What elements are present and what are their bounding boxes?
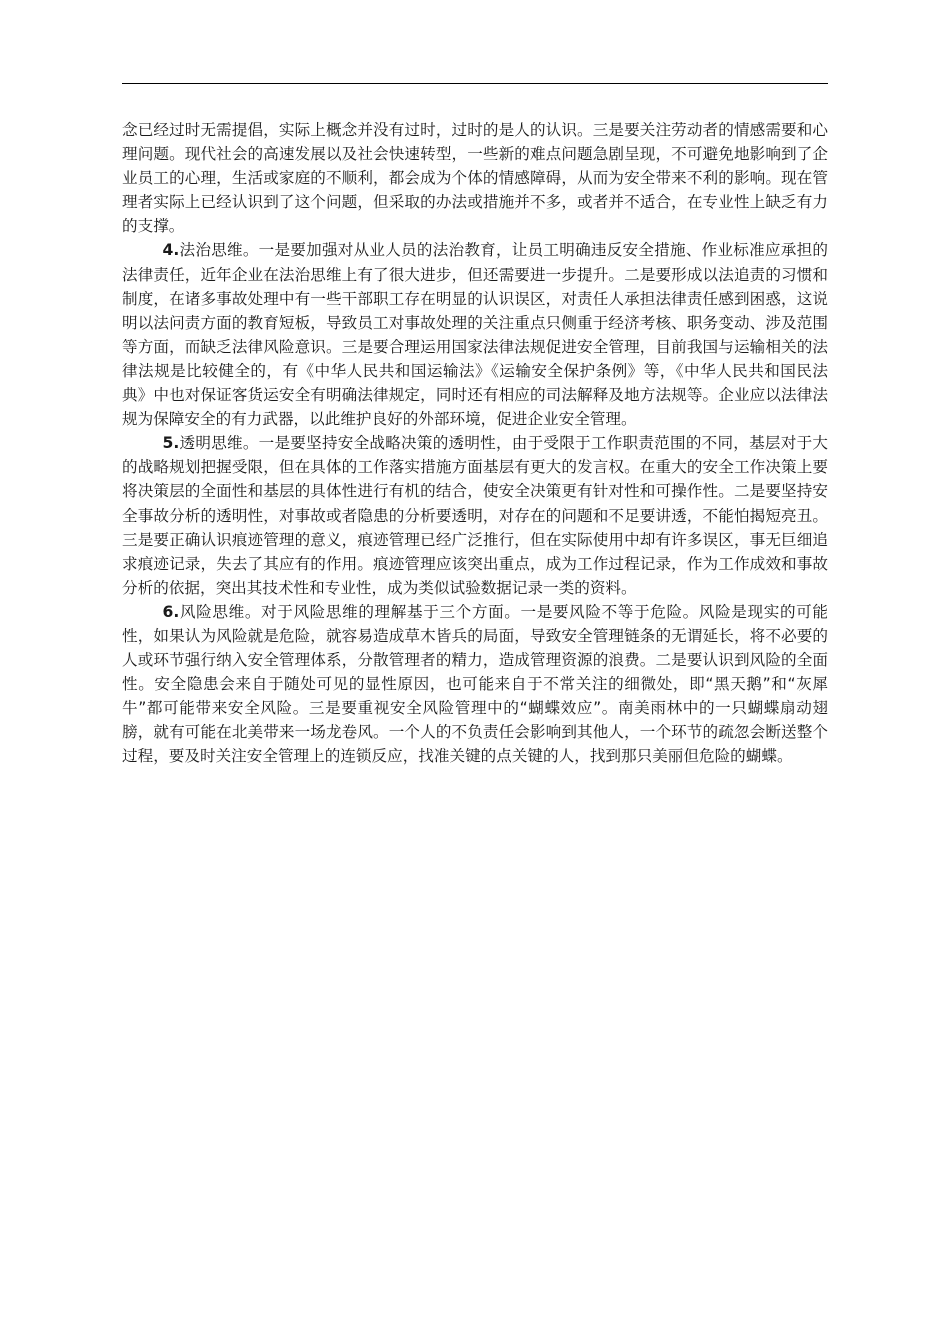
paragraph-number: 4. — [162, 241, 180, 260]
document-body — [122, 118, 828, 769]
paragraph-text: 透明思维。一是要坚持安全战略决策的透明性，由于受限于工作职责范围的不同，基层对于大的战略规划把握受限，但在具体的工作落实措施方面基层有更大的发言权。在重大的安全工作决策上要将决策层的全面性和基层的具体性进行有机的结合，使安全决策更有针对性和可操作性。二是要坚持安全事故分析的透明性，对事故或者隐患的分析要透明，对存在的问题和不足要讲透，不能怕揭短亮丑。三是要正确认识痕迹管理的意义，痕迹管理已经广泛推行，但在实际使用中却有许多误区，事无巨细追求痕迹记录，失去了其应有的作用。痕迹管理应该突出重点，成为工作过程记录，作为工作成效和事故分析的依据，突出其技术性和专业性，成为类似试验数据记录一类的资料。 — [122, 434, 828, 597]
paragraph-text: 念已经过时无需提倡，实际上概念并没有过时，过时的是人的认识。三是要关注劳动者的情感需要和心理问题。现代社会的高速发展以及社会快速转型，一些新的难点问题急剧呈现，不可避免地影响到了企业员工的心理，生活或家庭的不顺利，都会成为个体的情感障碍，从而为安全带来不利的影响。现在管理者实际上已经认识到了这个问题，但采取的办法或措施并不多，或者并不适合，在专业性上缺乏有力的支撑。 — [122, 121, 828, 236]
paragraph-continuation — [122, 118, 828, 238]
paragraph-legal-thinking — [122, 238, 828, 431]
paragraph-text: 风险思维。对于风险思维的理解基于三个方面。一是要风险不等于危险。风险是现实的可能性，如果认为风险就是危险，就容易造成草木皆兵的局面，导致安全管理链条的无谓延长，将不必要的人或环节强行纳入安全管理体系，分散管理者的精力，造成管理资源的浪费。二是要认识到风险的全面性。安全隐患会来自于随处可见的显性原因，也可能来自于不常关注的细微处，即“黑天鹅”和“灰犀牛”都可能带来安全风险。三是要重视安全风险管理中的“蝴蝶效应”。南美雨林中的一只蝴蝶扇动翅膀，就有可能在北美带来一场龙卷风。一个人的不负责任会影响到其他人，一个环节的疏忽会断送整个过程，要及时关注安全管理上的连锁反应，找准关键的点关键的人，找到那只美丽但危险的蝴蝶。 — [122, 602, 828, 766]
paragraph-text: 法治思维。一是要加强对从业人员的法治教育，让员工明确违反安全措施、作业标准应承担的法律责任，近年企业在法治思维上有了很大进步，但还需要进一步提升。二是要形成以法追责的习惯和制度，在诸多事故处理中有一些干部职工存在明显的认识误区，对责任人承担法律责任感到困惑，这说明以法问责方面的教育短板，导致员工对事故处理的关注重点只侧重于经济考核、职务变动、涉及范围等方面，而缺乏法律风险意识。三是要合理运用国家法律法规促进安全管理，目前我国与运输相关的法律法规是比较健全的，有《中华人民共和国运输法》《运输安全保护条例》等，《中华人民共和国民法典》中也对保证客货运安全有明确法律规定，同时还有相应的司法解释及地方法规等。企业应以法律法规为保障安全的有力武器，以此维护良好的外部环境，促进企业安全管理。 — [122, 241, 828, 429]
paragraph-number: 5. — [162, 434, 180, 453]
paragraph-transparency-thinking — [122, 431, 828, 600]
header-rule — [122, 83, 828, 84]
paragraph-number: 6. — [162, 602, 180, 621]
paragraph-risk-thinking — [122, 600, 828, 769]
